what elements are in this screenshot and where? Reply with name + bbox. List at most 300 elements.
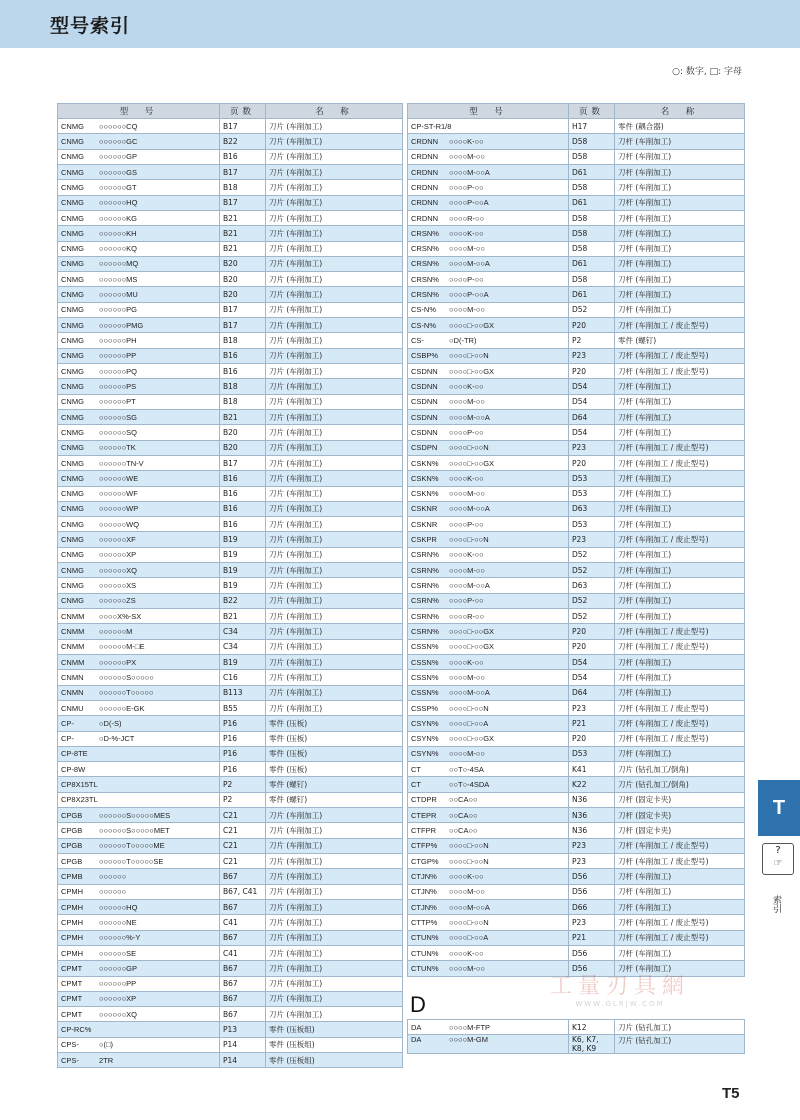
name-cell: 刀杆 (车削加工 / 废止型号): [615, 639, 745, 654]
table-row: [58, 210, 403, 225]
model-cell: [58, 425, 220, 440]
model-prefix: CPMT: [61, 963, 83, 973]
model-suffix: ○○○○○○T○○○○○ME: [99, 841, 165, 851]
name-cell: 刀杆 (车削加工): [615, 578, 745, 593]
model-suffix: ○○T○-4SDA: [449, 780, 490, 790]
name-cell: 刀杆 (车削加工): [615, 547, 745, 562]
page-cell: B16: [220, 501, 266, 516]
name-cell: 刀杆 (车削加工): [615, 961, 745, 976]
model-prefix: CNMG: [61, 152, 84, 162]
table-row: [58, 1037, 403, 1052]
side-tab-t[interactable]: T: [758, 780, 800, 836]
page-cell: D58: [569, 226, 615, 241]
model-cell: [58, 348, 220, 363]
page-cell: P14: [220, 1037, 266, 1052]
page-cell: B22: [220, 134, 266, 149]
model-prefix: CSRN%: [411, 626, 439, 636]
model-suffix: ○○○○○○PP: [99, 979, 137, 989]
name-cell: 刀杆 (车削加工): [615, 654, 745, 669]
page-cell: P23: [569, 440, 615, 455]
model-cell: [408, 746, 569, 761]
table-row: [408, 624, 745, 639]
name-cell: 刀片 (钻孔加工/倒角): [615, 777, 745, 792]
model-prefix: CP-8W: [61, 764, 86, 774]
model-prefix: CRSN%: [411, 244, 439, 254]
table-row: [408, 609, 745, 624]
model-cell: [58, 195, 220, 210]
index-table-right: [407, 103, 745, 977]
name-cell: 刀片 (车削加工): [266, 302, 403, 317]
model-cell: [408, 670, 569, 685]
help-hand-icon: ? ☞: [762, 843, 794, 875]
table-row: [58, 180, 403, 195]
name-cell: 刀杆 (车削加工): [615, 241, 745, 256]
name-cell: 刀片 (车削加工): [266, 149, 403, 164]
name-cell: 刀片 (车削加工): [266, 700, 403, 715]
model-cell: [408, 134, 569, 149]
name-cell: 零件 (压板): [266, 731, 403, 746]
name-cell: 刀片 (钻孔加工/倒角): [615, 762, 745, 777]
model-cell: [58, 455, 220, 470]
page-cell: B16: [220, 486, 266, 501]
model-suffix: ○○○○○○WF: [99, 489, 138, 499]
table-row: [58, 639, 403, 654]
model-prefix: CNMM: [61, 657, 85, 667]
table-row: [58, 547, 403, 562]
name-cell: 刀片 (车削加工): [266, 333, 403, 348]
model-suffix: ○○○○□-○○N: [449, 351, 489, 361]
table-row: [58, 624, 403, 639]
page-cell: K6, K7, K8, K9: [569, 1035, 615, 1054]
name-cell: 刀杆 (车削加工): [615, 563, 745, 578]
table-row: [408, 455, 745, 470]
page-cell: P20: [569, 318, 615, 333]
name-cell: 刀片 (车削加工): [266, 578, 403, 593]
page-cell: P13: [220, 1022, 266, 1037]
page-cell: B67, C41: [220, 884, 266, 899]
page-cell: B19: [220, 547, 266, 562]
name-cell: 刀杆 (车削加工): [615, 609, 745, 624]
model-prefix: CTJN%: [411, 887, 437, 897]
col-header-name: 名 称: [266, 104, 403, 119]
name-cell: 刀片 (车削加工): [266, 180, 403, 195]
name-cell: 零件 (压板组): [266, 1037, 403, 1052]
page-cell: D52: [569, 302, 615, 317]
page-cell: B17: [220, 455, 266, 470]
name-cell: 刀片 (车削加工): [266, 593, 403, 608]
table-row: [408, 654, 745, 669]
model-cell: [58, 593, 220, 608]
page-cell: D54: [569, 379, 615, 394]
table-row: [408, 639, 745, 654]
model-prefix: CTDPR: [411, 795, 437, 805]
table-row: [408, 226, 745, 241]
model-prefix: CSDNN: [411, 412, 438, 422]
model-cell: [408, 164, 569, 179]
table-row: [58, 532, 403, 547]
page-cell: P21: [569, 930, 615, 945]
model-prefix: CNMG: [61, 473, 84, 483]
model-cell: [58, 639, 220, 654]
model-prefix: CPMH: [61, 887, 84, 897]
model-suffix: ○○○○○○HQ: [99, 198, 138, 208]
page-cell: B18: [220, 379, 266, 394]
model-prefix: CPMT: [61, 979, 83, 989]
table-row: [58, 1022, 403, 1037]
model-cell: [408, 792, 569, 807]
name-cell: 刀片 (车削加工): [266, 945, 403, 960]
model-cell: [58, 547, 220, 562]
model-prefix: CSSP%: [411, 703, 439, 713]
page-number: T5: [722, 1085, 740, 1102]
name-cell: 刀片 (车削加工): [266, 318, 403, 333]
model-cell: [408, 624, 569, 639]
table-row: [408, 394, 745, 409]
name-cell: 刀杆 (车削加工): [615, 394, 745, 409]
model-suffix: ○○○○□-○○N: [449, 703, 489, 713]
table-row: [408, 823, 745, 838]
model-suffix: ○○○○M-FTP: [449, 1022, 491, 1032]
model-prefix: CPMH: [61, 917, 84, 927]
model-prefix: CSRN%: [411, 611, 439, 621]
model-prefix: CTJN%: [411, 902, 437, 912]
table-row: [58, 685, 403, 700]
page-cell: N36: [569, 808, 615, 823]
table-row: [408, 762, 745, 777]
page-cell: B21: [220, 241, 266, 256]
name-cell: 刀杆 (车削加工): [615, 517, 745, 532]
name-cell: 刀片 (车削加工): [266, 532, 403, 547]
legend-note: ○: 数字, □: 字母: [672, 67, 742, 77]
model-prefix: CRDNN: [411, 213, 439, 223]
page-cell: D58: [569, 149, 615, 164]
name-cell: 刀杆 (车削加工 / 废止型号): [615, 716, 745, 731]
page-cell: D61: [569, 256, 615, 271]
name-cell: 刀片 (车削加工): [266, 547, 403, 562]
page-cell: D61: [569, 195, 615, 210]
model-suffix: ○○○○M-○○A: [449, 259, 490, 269]
model-prefix: CT: [411, 764, 421, 774]
table-row: [408, 808, 745, 823]
page-cell: B21: [220, 210, 266, 225]
name-cell: 刀片 (车削加工): [266, 455, 403, 470]
model-cell: [58, 164, 220, 179]
table-row: [408, 241, 745, 256]
model-prefix: CSDPN: [411, 443, 438, 453]
model-prefix: CNMG: [61, 427, 84, 437]
name-cell: 刀片 (钻孔加工): [615, 1020, 745, 1035]
page-cell: P20: [569, 731, 615, 746]
name-cell: 刀杆 (车削加工): [615, 884, 745, 899]
page-cell: K22: [569, 777, 615, 792]
model-prefix: CSRN%: [411, 581, 439, 591]
model-cell: [58, 1007, 220, 1022]
name-cell: 刀片 (车削加工): [266, 256, 403, 271]
model-cell: [58, 624, 220, 639]
name-cell: 刀片 (车削加工): [266, 119, 403, 134]
table-row: [58, 440, 403, 455]
model-cell: [58, 731, 220, 746]
model-cell: [408, 471, 569, 486]
model-suffix: ○○CA○○: [449, 826, 478, 836]
model-suffix: ○○○○○○GT: [99, 182, 137, 192]
model-cell: [58, 746, 220, 761]
name-cell: 刀杆 (车削加工): [615, 501, 745, 516]
name-cell: 刀杆 (车削加工 / 废止型号): [615, 854, 745, 869]
table-row: [408, 195, 745, 210]
model-suffix: ○○○○○○: [99, 887, 127, 897]
model-suffix: ○○○○○○WP: [99, 504, 139, 514]
model-prefix: CSKN%: [411, 473, 439, 483]
model-suffix: ○○○○○○WE: [99, 473, 139, 483]
table-row: [408, 134, 745, 149]
model-cell: [58, 180, 220, 195]
name-cell: 刀杆 (车削加工): [615, 302, 745, 317]
model-cell: [408, 700, 569, 715]
table-row: [58, 670, 403, 685]
model-suffix: ○○○○K-○○: [449, 550, 484, 560]
page-cell: D58: [569, 272, 615, 287]
model-cell: [408, 287, 569, 302]
model-cell: [58, 302, 220, 317]
model-suffix: ○○○○○○WQ: [99, 519, 140, 529]
model-suffix: ○○○○○○KQ: [99, 244, 138, 254]
page-cell: C21: [220, 854, 266, 869]
name-cell: 刀片 (车削加工): [266, 838, 403, 853]
page-cell: P14: [220, 1053, 266, 1068]
model-suffix: ○○○○M-○○A: [449, 581, 490, 591]
model-prefix: CNMG: [61, 305, 84, 315]
table-row: [58, 593, 403, 608]
model-prefix: CRSN%: [411, 228, 439, 238]
model-cell: [58, 716, 220, 731]
model-prefix: CNMG: [61, 259, 84, 269]
name-cell: 刀杆 (车削加工 / 废止型号): [615, 915, 745, 930]
model-prefix: CNMM: [61, 626, 85, 636]
model-suffix: ○○○○□-○○GX: [449, 320, 495, 330]
model-prefix: CNMG: [61, 213, 84, 223]
page-cell: B67: [220, 899, 266, 914]
page-cell: P23: [569, 838, 615, 853]
page-cell: B21: [220, 226, 266, 241]
table-row: [408, 838, 745, 853]
model-suffix: ○○○○○○PH: [99, 336, 137, 346]
model-cell: [58, 501, 220, 516]
name-cell: 刀杆 (车削加工): [615, 226, 745, 241]
model-prefix: CNMG: [61, 550, 84, 560]
name-cell: 刀杆 (车削加工): [615, 134, 745, 149]
model-suffix: ○○○○□-○○GX: [449, 458, 495, 468]
name-cell: 刀片 (车削加工): [266, 195, 403, 210]
page-cell: B18: [220, 180, 266, 195]
model-cell: [408, 180, 569, 195]
model-suffix: ○○○○○○T○○○○○: [99, 688, 154, 698]
page-cell: P2: [569, 333, 615, 348]
table-row: [58, 455, 403, 470]
table-row: [58, 394, 403, 409]
model-cell: [408, 823, 569, 838]
table-row: [58, 854, 403, 869]
model-prefix: CRSN%: [411, 259, 439, 269]
model-cell: [408, 593, 569, 608]
model-cell: [58, 440, 220, 455]
model-cell: [408, 762, 569, 777]
page-cell: B19: [220, 578, 266, 593]
model-suffix: ○○○○□-○○N: [449, 535, 489, 545]
table-row: [58, 149, 403, 164]
page-cell: B17: [220, 164, 266, 179]
table-row: [58, 256, 403, 271]
table-row: [58, 134, 403, 149]
model-prefix: CNMG: [61, 290, 84, 300]
name-cell: 刀杆 (车削加工 / 废止型号): [615, 348, 745, 363]
page-cell: D63: [569, 501, 615, 516]
model-suffix: ○○○○K-○○: [449, 228, 484, 238]
model-suffix: ○○○○□-○○GX: [449, 734, 495, 744]
name-cell: 刀杆 (车削加工 / 废止型号): [615, 838, 745, 853]
page-cell: D53: [569, 517, 615, 532]
model-cell: [408, 302, 569, 317]
name-cell: 刀杆 (车削加工 / 废止型号): [615, 318, 745, 333]
page-cell: D58: [569, 241, 615, 256]
model-cell: [58, 134, 220, 149]
table-row: [58, 164, 403, 179]
model-prefix: CNMG: [61, 565, 84, 575]
model-cell: [408, 517, 569, 532]
model-cell: [408, 777, 569, 792]
model-cell: [408, 930, 569, 945]
model-prefix: CP8X15TL: [61, 780, 98, 790]
table-row: [408, 348, 745, 363]
model-cell: [58, 210, 220, 225]
model-cell: [408, 394, 569, 409]
table-row: [58, 961, 403, 976]
model-prefix: CP-: [61, 718, 74, 728]
table-row: [408, 364, 745, 379]
model-prefix: CTUN%: [411, 933, 439, 943]
table-row: [408, 869, 745, 884]
col-header-model: 型 号: [58, 104, 220, 119]
model-prefix: CNMG: [61, 167, 84, 177]
model-cell: [58, 1022, 220, 1037]
model-cell: [58, 532, 220, 547]
model-cell: [58, 256, 220, 271]
model-prefix: CNMG: [61, 412, 84, 422]
model-cell: [408, 241, 569, 256]
table-row: [58, 808, 403, 823]
page-cell: B67: [220, 869, 266, 884]
model-prefix: CSDNN: [411, 397, 438, 407]
table-row: [58, 930, 403, 945]
table-row: [58, 486, 403, 501]
model-prefix: DA: [411, 1035, 422, 1045]
name-cell: 零件 (压板): [266, 746, 403, 761]
name-cell: 零件 (螺钉): [266, 777, 403, 792]
model-prefix: CTEPR: [411, 810, 437, 820]
table-row: [58, 716, 403, 731]
table-row: [58, 364, 403, 379]
name-cell: 刀片 (车削加工): [266, 210, 403, 225]
table-row: [408, 180, 745, 195]
model-prefix: CPGB: [61, 826, 83, 836]
name-cell: 零件 (耦合器): [615, 119, 745, 134]
name-cell: 刀杆 (固定卡夹): [615, 823, 745, 838]
model-suffix: ○○○○○○TK: [99, 443, 136, 453]
model-prefix: CPMT: [61, 994, 83, 1004]
model-suffix: ○○○○○○KH: [99, 228, 137, 238]
model-suffix: ○○○○○○M: [99, 626, 133, 636]
model-prefix: CSRN%: [411, 565, 439, 575]
name-cell: 刀片 (车削加工): [266, 854, 403, 869]
name-cell: 刀片 (车削加工): [266, 471, 403, 486]
name-cell: 刀杆 (车削加工): [615, 210, 745, 225]
model-prefix: CSDNN: [411, 381, 438, 391]
model-suffix: ○D-%-JCT: [99, 734, 135, 744]
table-row: [408, 593, 745, 608]
model-prefix: CNMG: [61, 198, 84, 208]
model-suffix: ○○○○□-○○N: [449, 841, 489, 851]
side-index-label: 索引: [771, 895, 781, 913]
model-suffix: ○D(-TR): [449, 336, 477, 346]
name-cell: 刀杆 (固定卡夹): [615, 792, 745, 807]
model-suffix: ○○○○M-GM: [449, 1035, 488, 1045]
model-cell: [408, 547, 569, 562]
model-prefix: CTTP%: [411, 917, 438, 927]
table-row: [58, 471, 403, 486]
table-row: [58, 792, 403, 807]
name-cell: 刀片 (车削加工): [266, 961, 403, 976]
model-cell: [58, 685, 220, 700]
model-suffix: ○○○○○○XP: [99, 994, 137, 1004]
model-suffix: ○○○○○○TN-V: [99, 458, 144, 468]
model-prefix: CNMG: [61, 458, 84, 468]
table-row: [58, 869, 403, 884]
model-suffix: ○○○○○○PP: [99, 351, 137, 361]
page-cell: D63: [569, 578, 615, 593]
name-cell: 刀杆 (车削加工): [615, 409, 745, 424]
table-row: [408, 302, 745, 317]
name-cell: 刀片 (车削加工): [266, 486, 403, 501]
model-prefix: CSSN%: [411, 672, 439, 682]
page-cell: D61: [569, 287, 615, 302]
model-suffix: ○○○○M-○○A: [449, 902, 490, 912]
page-cell: B18: [220, 333, 266, 348]
page-cell: B20: [220, 272, 266, 287]
model-prefix: CPMH: [61, 933, 84, 943]
model-cell: [58, 854, 220, 869]
page-cell: P23: [569, 532, 615, 547]
table-row: [408, 517, 745, 532]
model-prefix: DA: [411, 1022, 422, 1032]
page-cell: D64: [569, 685, 615, 700]
page-cell: H17: [569, 119, 615, 134]
model-suffix: ○○○○K-○○: [449, 871, 484, 881]
model-suffix: ○○○○□-○○N: [449, 856, 489, 866]
model-cell: [408, 210, 569, 225]
page-cell: D54: [569, 670, 615, 685]
model-suffix: ○○○○P-○○: [449, 519, 484, 529]
model-cell: [58, 226, 220, 241]
model-cell: [58, 976, 220, 991]
table-row: [408, 700, 745, 715]
model-prefix: CTFP%: [411, 841, 438, 851]
page-cell: P16: [220, 746, 266, 761]
model-suffix: ○○○○M-○○: [449, 397, 485, 407]
model-prefix: CNMU: [61, 703, 84, 713]
model-cell: [408, 256, 569, 271]
model-cell: [58, 149, 220, 164]
name-cell: 刀杆 (车削加工 / 废止型号): [615, 930, 745, 945]
